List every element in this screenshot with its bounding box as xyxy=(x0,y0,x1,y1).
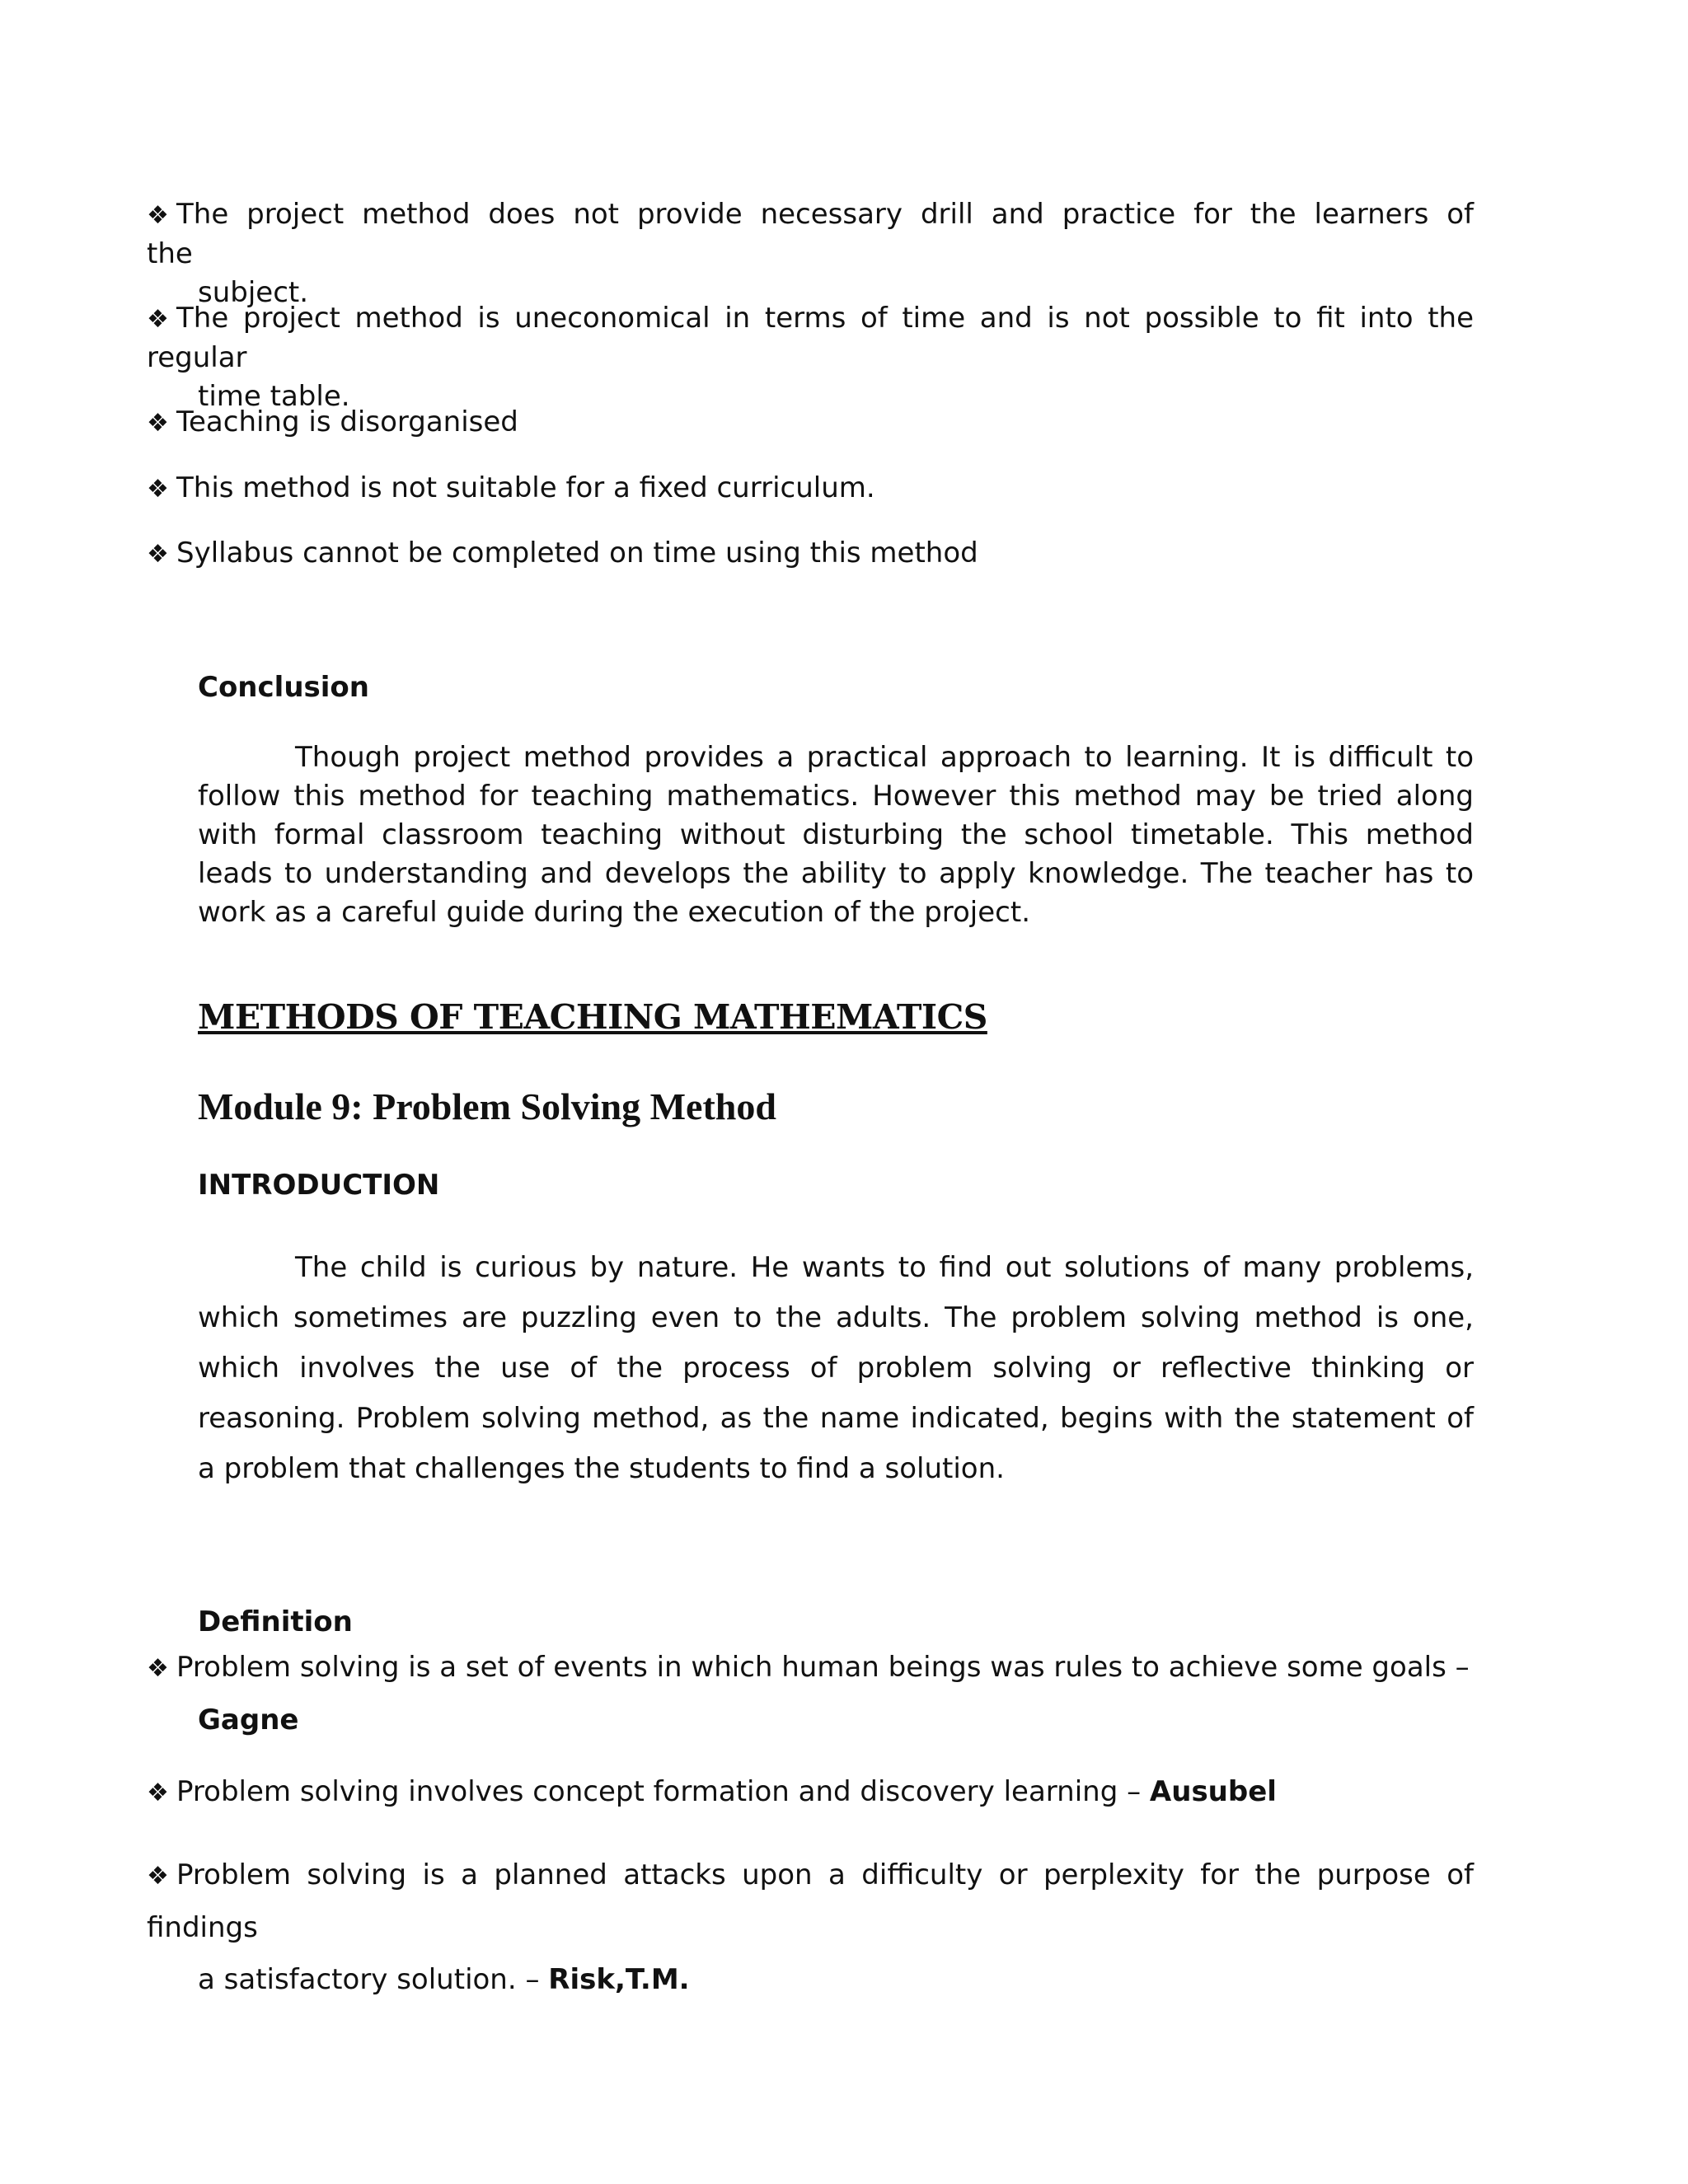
definition-author: Ausubel xyxy=(1149,1775,1277,1808)
bullet-diamond-icon: ❖ xyxy=(147,409,169,438)
bullet-text: This method is not suitable for a fixed curriculum. xyxy=(176,471,875,504)
definition-text: Problem solving is a set of events in which human beings was rules to achieve some goals – xyxy=(176,1651,1470,1684)
bullet-text-continued: time table. xyxy=(198,380,350,413)
module-title: Module 9: Problem Solving Method xyxy=(198,1085,776,1127)
bullet-diamond-icon: ❖ xyxy=(147,305,169,334)
bullet-item xyxy=(147,299,1474,416)
conclusion-heading: Conclusion xyxy=(198,671,369,704)
definition-text-continued: a satisfactory solution. – xyxy=(198,1963,540,1996)
bullet-text: Syllabus cannot be completed on time using this method xyxy=(176,537,978,569)
bullet-text-continued: subject. xyxy=(198,276,309,309)
bullet-diamond-icon: ❖ xyxy=(147,1654,169,1683)
bullet-diamond-icon: ❖ xyxy=(147,1862,169,1891)
definition-heading: Definition xyxy=(198,1605,353,1638)
bullet-text: Teaching is disorganised xyxy=(176,405,518,438)
bullet-diamond-icon: ❖ xyxy=(147,475,169,504)
bullet-item xyxy=(147,534,1474,574)
introduction-paragraph: The child is curious by nature. He wants to find out solutions of many problems, which sometimes are puzzling even to the adults. The problem solving method is one, which involves the use of the process of problem solving or reflective thinking or reasoning. Problem solving method, as the name indicated, begins with the statement of a problem that challenges the students to find a solution. xyxy=(198,1251,1474,1485)
bullet-item xyxy=(147,469,1474,509)
definition-text: Problem solving is a planned attacks upon a difficulty or perplexity for the purpose of findings xyxy=(147,1858,1474,1944)
bullet-diamond-icon: ❖ xyxy=(147,1779,169,1807)
definition-item xyxy=(147,1773,1474,1812)
definition-author: Gagne xyxy=(198,1704,299,1736)
bullet-diamond-icon: ❖ xyxy=(147,540,169,569)
bullet-diamond-icon: ❖ xyxy=(147,201,169,230)
bullet-item xyxy=(147,403,1474,443)
main-title: METHODS OF TEACHING MATHEMATICS xyxy=(198,997,987,1037)
definition-item xyxy=(147,1642,1474,1746)
definition-item xyxy=(147,1849,1474,2006)
introduction-heading: INTRODUCTION xyxy=(198,1169,440,1202)
bullet-text: The project method does not provide necessary drill and practice for the learners of the xyxy=(147,198,1474,270)
bullet-item xyxy=(147,195,1474,312)
bullet-text: The project method is uneconomical in terms of time and is not possible to fit into the regular xyxy=(147,302,1474,374)
definition-text: Problem solving involves concept formation and discovery learning – xyxy=(176,1775,1142,1808)
definition-author: Risk,T.M. xyxy=(548,1963,690,1996)
conclusion-paragraph: Though project method provides a practical approach to learning. It is difficult to follow this method for teaching mathematics. However this method may be tried along with formal classroom teaching without disturbing the school timetable. This method leads to understanding and develops the ability to apply knowledge. The teacher has to work as a careful guide during the execution of the project. xyxy=(198,741,1474,929)
